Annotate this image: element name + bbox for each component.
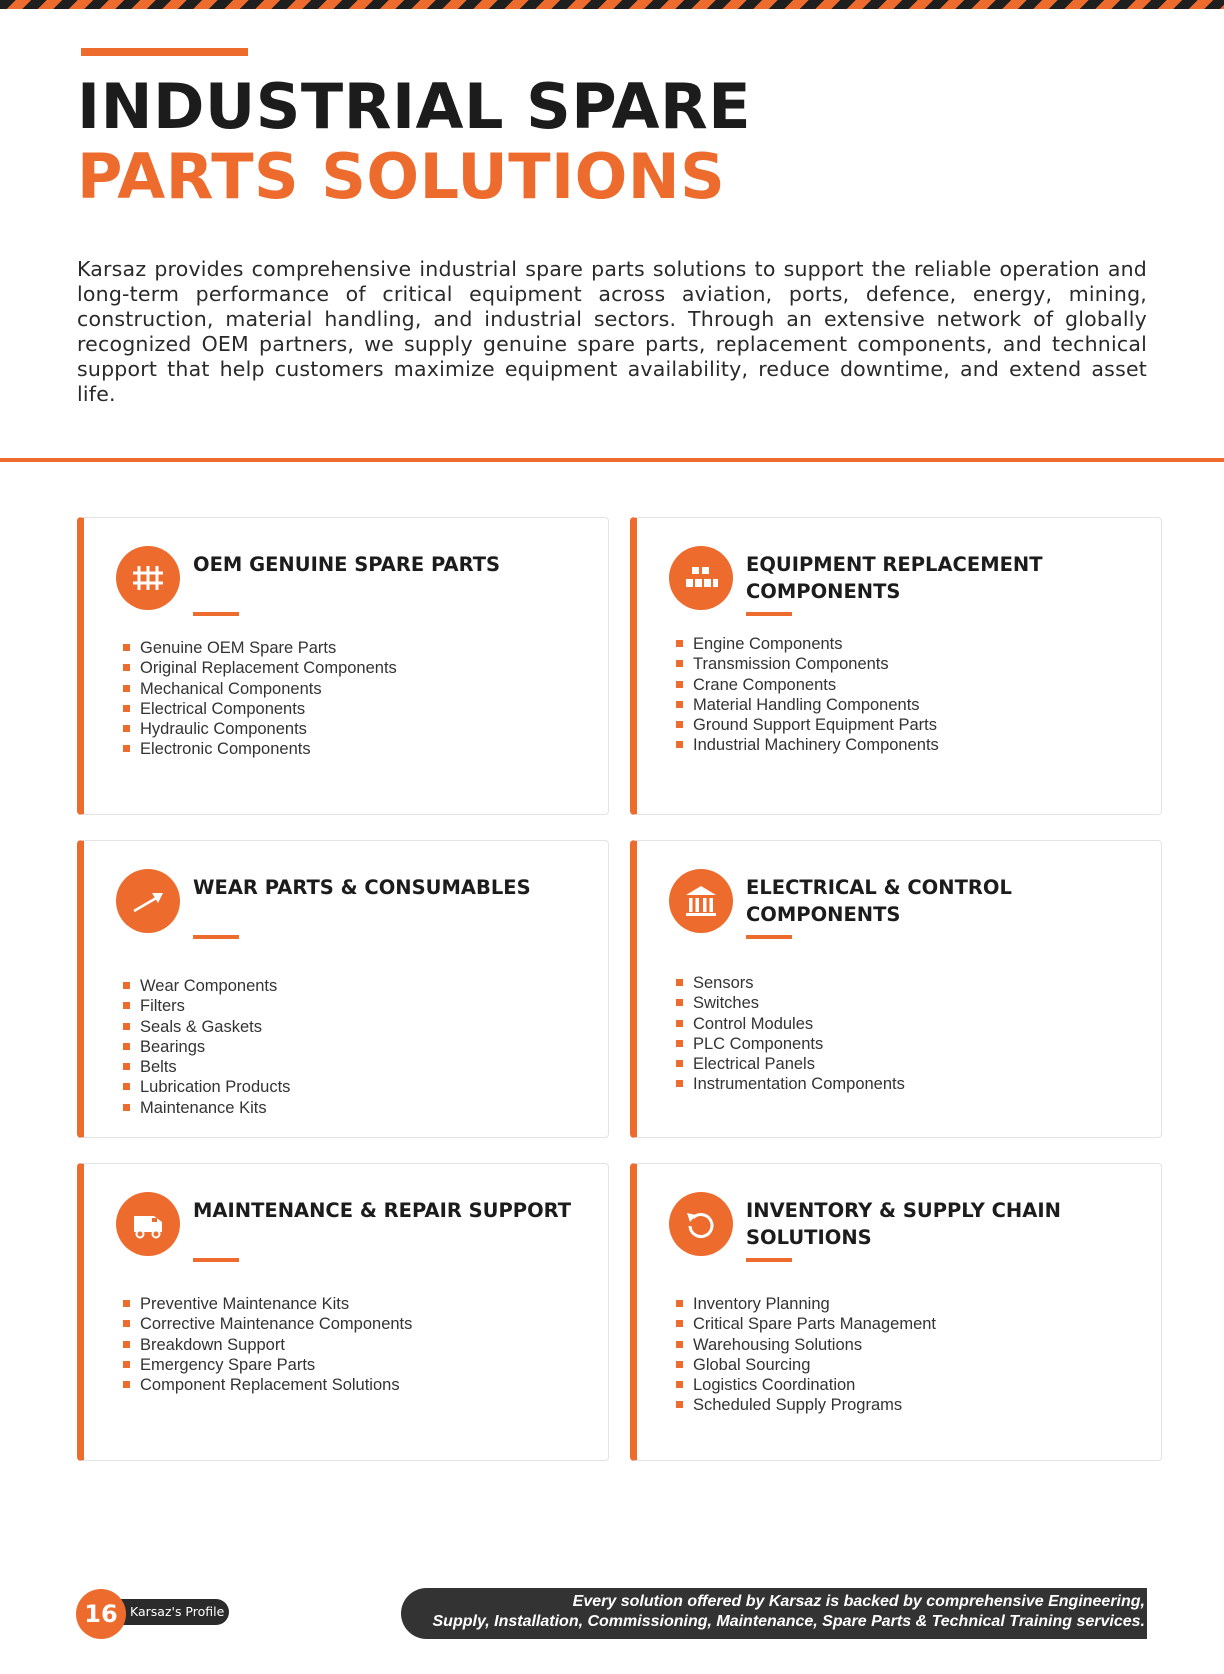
list-item: Seals & Gaskets	[123, 1017, 290, 1037]
blocks-icon	[669, 546, 733, 610]
building-icon	[669, 869, 733, 933]
arrow-icon	[116, 869, 180, 933]
list-item: Wear Components	[123, 976, 290, 996]
list-item: Crane Components	[676, 675, 939, 695]
card-title: ELECTRICAL & CONTROL COMPONENTS	[746, 876, 1012, 926]
list-item: Lubrication Products	[123, 1077, 290, 1097]
intro-paragraph: Karsaz provides comprehensive industrial spare parts solutions to support the reliable operation and long-term performance of critical equipment across aviation, ports, defence, energy, mining, construction, material handling, and industrial sectors. Through an extensive network of globally recognized OEM partners, we supply genuine spare parts, replacement components, and technical support that help customers maximize equipment availability, reduce downtime, and extend asset life.	[77, 257, 1147, 406]
list-item: Instrumentation Components	[676, 1074, 905, 1094]
list-item: Genuine OEM Spare Parts	[123, 638, 397, 658]
card-item-list	[676, 634, 939, 756]
list-item: Logistics Coordination	[676, 1375, 936, 1395]
card-title: MAINTENANCE & REPAIR SUPPORT	[193, 1199, 572, 1222]
list-item: Bearings	[123, 1037, 290, 1057]
footer-banner-line1: Every solution offered by Karsaz is backed by comprehensive Engineering,	[572, 1593, 1145, 1610]
card-wear-parts-consumables	[77, 840, 609, 1138]
truck-icon	[116, 1192, 180, 1256]
card-oem-genuine-spare-parts	[77, 517, 609, 815]
list-item: Maintenance Kits	[123, 1098, 290, 1118]
card-title: EQUIPMENT REPLACEMENT COMPONENTS	[746, 553, 1043, 603]
card-title-rule	[746, 935, 792, 939]
card-item-list	[123, 976, 290, 1118]
list-item: Sensors	[676, 973, 905, 993]
card-item-list	[676, 1294, 936, 1416]
card-maintenance-repair-support	[77, 1163, 609, 1461]
footer-banner-line2: Supply, Installation, Commissioning, Maintenance, Spare Parts & Technical Training services.	[432, 1613, 1145, 1630]
list-item: Electrical Components	[123, 699, 397, 719]
page-number: 16	[76, 1589, 126, 1639]
card-equipment-replacement-components	[630, 517, 1162, 815]
card-title-rule	[193, 1258, 239, 1262]
card-electrical-control-components	[630, 840, 1162, 1138]
list-item: Inventory Planning	[676, 1294, 936, 1314]
card-title-rule	[193, 935, 239, 939]
refresh-icon	[669, 1192, 733, 1256]
card-title-rule	[193, 612, 239, 616]
page-title-line1: INDUSTRIAL SPARE	[77, 70, 752, 143]
card-inventory-supply-chain-solutions	[630, 1163, 1162, 1461]
card-title-rule	[746, 1258, 792, 1262]
list-item: Ground Support Equipment Parts	[676, 715, 939, 735]
card-title: WEAR PARTS & CONSUMABLES	[193, 876, 531, 899]
card-item-list	[123, 1294, 412, 1395]
list-item: Electrical Panels	[676, 1054, 905, 1074]
hazard-stripe-border	[0, 0, 1224, 9]
list-item: Industrial Machinery Components	[676, 735, 939, 755]
list-item: Critical Spare Parts Management	[676, 1314, 936, 1334]
list-item: Hydraulic Components	[123, 719, 397, 739]
footer-banner	[401, 1588, 1147, 1639]
list-item: Original Replacement Components	[123, 658, 397, 678]
list-item: Electronic Components	[123, 739, 397, 759]
list-item: Preventive Maintenance Kits	[123, 1294, 412, 1314]
list-item: Global Sourcing	[676, 1355, 936, 1375]
list-item: Emergency Spare Parts	[123, 1355, 412, 1375]
card-title-rule	[746, 612, 792, 616]
list-item: Engine Components	[676, 634, 939, 654]
list-item: Component Replacement Solutions	[123, 1375, 412, 1395]
list-item: Filters	[123, 996, 290, 1016]
list-item: Material Handling Components	[676, 695, 939, 715]
title-accent-bar	[81, 48, 248, 56]
list-item: Transmission Components	[676, 654, 939, 674]
page-title-line2: PARTS SOLUTIONS	[77, 140, 726, 213]
card-title: OEM GENUINE SPARE PARTS	[193, 553, 501, 576]
section-divider	[0, 458, 1224, 462]
list-item: Belts	[123, 1057, 290, 1077]
page-title	[77, 72, 751, 212]
list-item: Corrective Maintenance Components	[123, 1314, 412, 1334]
list-item: Mechanical Components	[123, 679, 397, 699]
page-badge	[76, 1589, 229, 1635]
list-item: Warehousing Solutions	[676, 1335, 936, 1355]
card-item-list	[676, 973, 905, 1095]
card-title: INVENTORY & SUPPLY CHAIN SOLUTIONS	[746, 1199, 1061, 1249]
list-item: Switches	[676, 993, 905, 1013]
profile-label: Karsaz's Profile	[130, 1604, 225, 1619]
grid-icon	[116, 546, 180, 610]
list-item: PLC Components	[676, 1034, 905, 1054]
list-item: Scheduled Supply Programs	[676, 1395, 936, 1415]
list-item: Control Modules	[676, 1014, 905, 1034]
list-item: Breakdown Support	[123, 1335, 412, 1355]
card-item-list	[123, 638, 397, 760]
